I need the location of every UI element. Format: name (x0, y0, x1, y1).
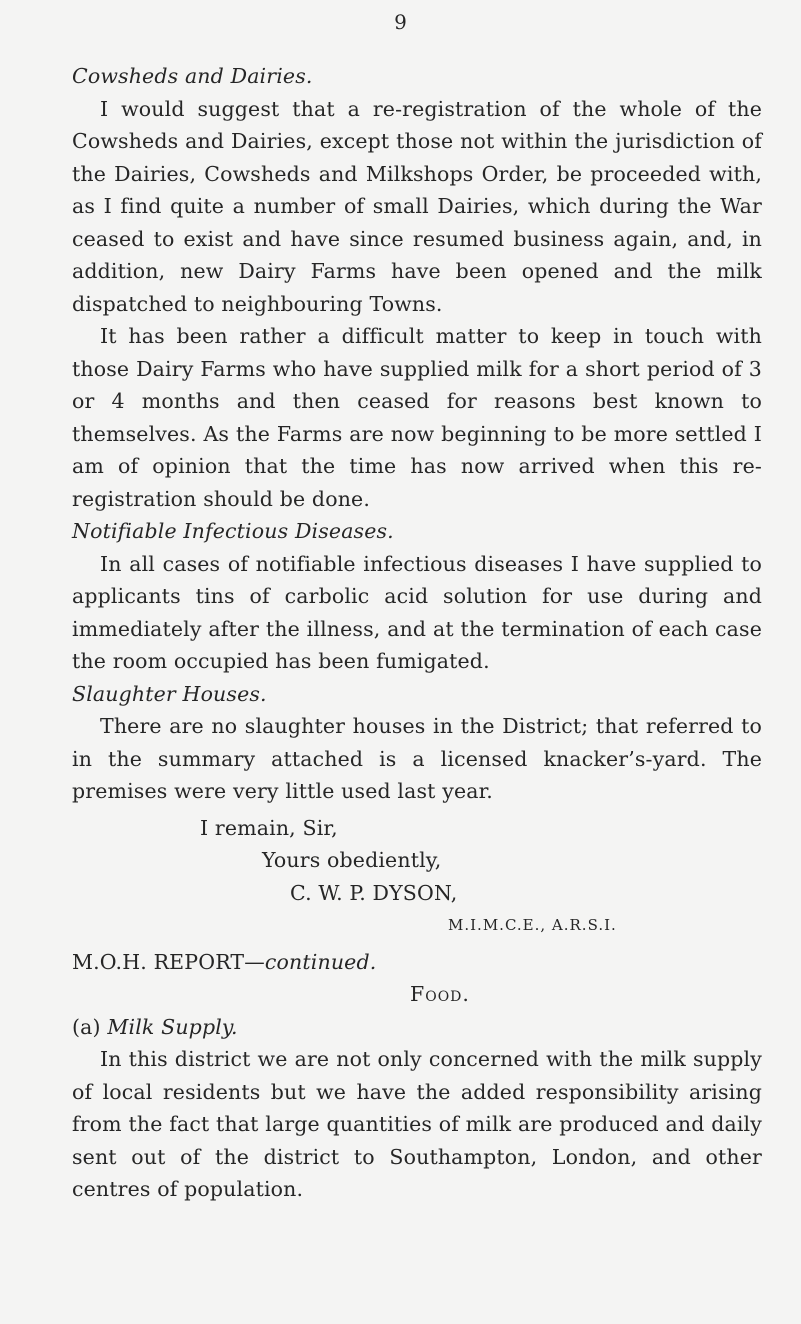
sub-heading-text: Milk Supply. (107, 1014, 238, 1039)
section-heading: Cowsheds and Dairies. (72, 64, 313, 88)
report-title (72, 946, 762, 979)
section-infectious-diseases (72, 515, 762, 678)
section-slaughter-houses (72, 678, 762, 808)
report-subtitle-food: Food. (410, 982, 470, 1006)
section-cowsheds (72, 60, 762, 515)
section-heading: Slaughter Houses. (72, 681, 267, 706)
section-heading: Notifiable Infectious Diseases. (72, 519, 394, 543)
signatory-name: C. W. P. DYSON, (290, 880, 458, 905)
sub-heading-prefix: (a) (72, 1014, 108, 1039)
sub-heading-milk-supply (72, 1011, 762, 1044)
closing-salutation: I remain, Sir, (200, 815, 338, 840)
document-body (72, 60, 762, 1206)
paragraph: There are no slaughter houses in the District; that referred to in the summary attached is a licensed knacker’s-yard. The premises were very little used last year. (72, 714, 762, 803)
report-title-main: M.O.H. REPORT— (72, 949, 265, 974)
paragraph: I would suggest that a re-registration of the whole of the Cowsheds and Dairies, except those not within the jurisdiction of the Dairies, Cowsheds and Milkshops Order, be proceeded with, as I find quite a number of small Dairies, which during the War ceased to exist and have since resumed business again, and, in addition, new Dairy Farms have been opened and the milk dispatched to neighbouring Towns. (72, 96, 762, 316)
paragraph: In all cases of notifiable infectious diseases I have supplied to applicants tins of carbolic acid solution for use during and immediately after the illness, and at the termination of each case the room occupied has been fumigated. (72, 551, 762, 673)
signatory-credentials: M.I.M.C.E., A.R.S.I. (448, 916, 617, 934)
report-title-continued: continued. (264, 949, 377, 974)
letter-closing (72, 812, 762, 942)
closing-valediction: Yours obediently, (262, 848, 442, 872)
page-number: 9 (394, 10, 407, 34)
section-moh-report (72, 946, 762, 1206)
paragraph: It has been rather a difficult matter to keep in touch with those Dairy Farms who have supplied milk for a short period of 3 or 4 months and then ceased for reasons best known to themselves. As the Farms are now beginning to be more settled I am of opinion that the time has now arrived when this re-registration should be done. (72, 324, 762, 511)
paragraph: In this district we are not only concerned with the milk supply of local residents but we have the added responsibility arising from the fact that large quantities of milk are produced and daily sent out of the district to Southampton, London, and other centres of population. (72, 1047, 762, 1201)
